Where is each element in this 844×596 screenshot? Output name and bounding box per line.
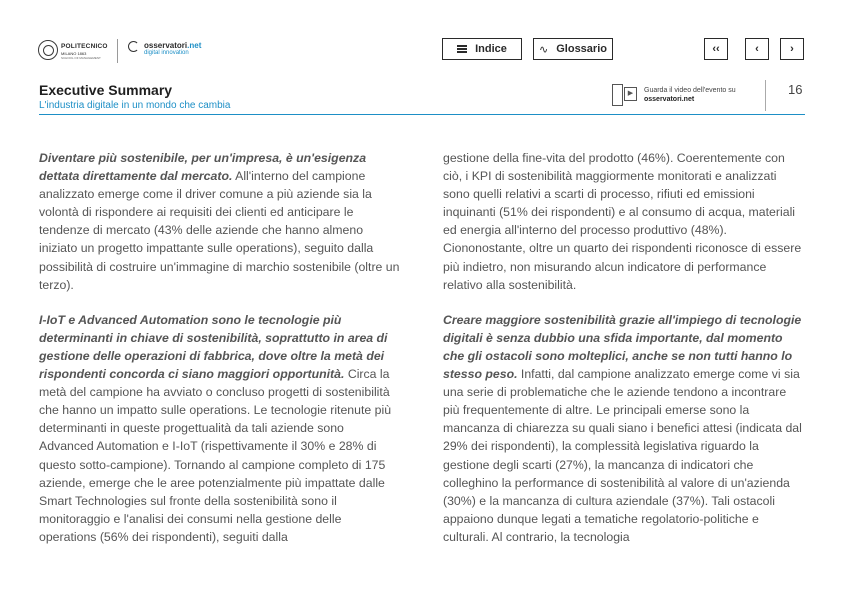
next-page-button[interactable] bbox=[780, 38, 804, 60]
paragraph-text: Infatti, dal campione analizzato emerge come vi sia una serie di problematiche che le aziende tendono a incontrare più frequentemente di altre. Le principali emerse sono la mancanza di chiarezza su quali siano i benefici attesi (indicata dal 29% dei rispondenti), la complessità legislativa riguardo la gestione degli scarti (27%), la mancanza di indicatori che colleghino la performance di sostenibilità al valore di un'azienda (30%) e la mancanza di cultura aziendale (37%). Tali ostacoli appaiono dunque legati a tematiche regolatorio-politiche e culturali. Al contrario, la tecnologia bbox=[443, 367, 802, 544]
left-column bbox=[39, 149, 401, 563]
play-icon[interactable]: ▶ bbox=[624, 87, 637, 101]
glossario-label: Glossario bbox=[556, 43, 607, 55]
glossario-button[interactable] bbox=[533, 38, 613, 60]
paragraph-text: gestione della fine-vita del prodotto (46%). Coerentemente con ciò, i KPI di sostenibilità maggiormente monitorati e analizzati sono quelli relativi a scarti di processo, rifiuti ed emissioni inquinanti (51% dei rispondenti) e al consumo di acqua, materiali ed energia all'interno del processo produttivo (48%). Ciononostante, oltre un quarto dei rispondenti riconosce di essere più indietro, non misurando alcun indicatore di performance relativo alla sostenibilità. bbox=[443, 151, 802, 292]
osservatori-name: osservatori.net bbox=[144, 41, 202, 50]
polimi-name: POLITECNICO bbox=[61, 43, 108, 50]
lead-sentence: I-IoT e Advanced Automation sono le tecnologie più determinanti in chiave di sostenibilità, soprattutto in area di gestione delle operazioni di fabbrica, dove oltre la metà dei rispondenti concorda ci siano maggiori opportunità. bbox=[39, 312, 388, 382]
chevron-left-icon: ‹ bbox=[755, 43, 759, 55]
polimi-sub2: SCHOOL OF MANAGEMENT bbox=[61, 56, 101, 60]
right-column bbox=[443, 149, 805, 563]
paragraph bbox=[443, 311, 805, 546]
list-icon bbox=[457, 45, 467, 53]
page-title: Executive Summary bbox=[39, 82, 173, 98]
chevron-right-icon: › bbox=[790, 43, 794, 55]
double-chevron-left-icon: ‹‹ bbox=[712, 43, 720, 55]
lead-sentence: Diventare più sostenibile, per un'impresa, è un'esigenza dettata direttamente dal mercato. bbox=[39, 151, 367, 184]
polimi-logo-icon bbox=[38, 40, 58, 60]
prev-page-button[interactable] bbox=[745, 38, 769, 60]
video-link-text: Guarda il video dell'evento su bbox=[644, 87, 736, 94]
page-subtitle: L'industria digitale in un mondo che cambia bbox=[39, 100, 231, 111]
paragraph bbox=[39, 311, 401, 546]
signature-icon: ∿ bbox=[539, 43, 549, 56]
indice-label: Indice bbox=[475, 43, 507, 55]
video-frame-icon bbox=[612, 84, 623, 106]
logo-divider bbox=[117, 39, 118, 63]
page-number: 16 bbox=[788, 82, 803, 97]
paragraph bbox=[443, 149, 805, 294]
paragraph-text: All'interno del campione analizzato emerge come il driver comune a più aziende sia la volontà di rispondere ai requisiti dei clienti ed anticipare le tendenze di mercato (43% delle aziende che hanno almeno iniziato un progetto impattante sulle operations), seguito dalla possibilità di costruire un'immagine di marchio sostenibile (oltre un terzo). bbox=[39, 169, 400, 292]
title-rule bbox=[39, 114, 805, 115]
first-page-button[interactable] bbox=[704, 38, 728, 60]
indice-button[interactable] bbox=[442, 38, 522, 60]
polimi-sub: MILANO 1863 bbox=[61, 51, 87, 56]
osservatori-sub: digital innovation bbox=[144, 50, 189, 56]
video-link[interactable]: osservatori.net bbox=[644, 96, 695, 103]
osservatori-logo-icon bbox=[128, 41, 139, 52]
paragraph bbox=[39, 149, 401, 294]
header-divider bbox=[765, 80, 766, 111]
lead-sentence: Creare maggiore sostenibilità grazie all'impiego di tecnologie digitali è senza dubbio una sfida importante, dal momento che gli ostacoli sono molteplici, anche se non tutti hanno lo stesso peso. bbox=[443, 312, 802, 382]
paragraph-text: Circa la metà del campione ha avviato o concluso progetti di sostenibilità che hanno un impatto sulle operations. Le tecnologie ritenute più determinanti in queste progettualità da tali aziende sono Advanced Automation e I-IoT (rispettivamente il 30% e 28% di questo sotto-campione). Tornando al campione completo di 175 aziende, emerge che le aree potenzialmente più impattate dalle Smart Technologies sul fronte della sostenibilità sono il monitoraggio e l'analisi dei consumi nella gestione delle operations (56% dei rispondenti), seguiti dalla bbox=[39, 367, 392, 544]
